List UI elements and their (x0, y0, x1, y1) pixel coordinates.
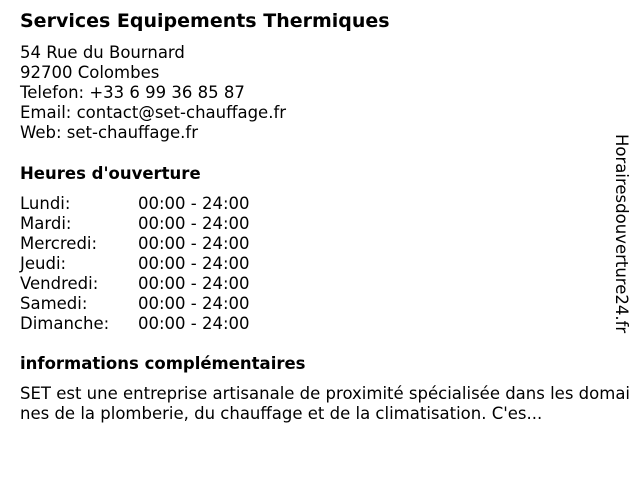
day-label: Mercredi: (20, 234, 98, 253)
business-name: Services Equipements Thermiques (20, 10, 390, 32)
website: Web: set-chauffage.fr (20, 123, 198, 142)
day-label: Lundi: (20, 194, 71, 213)
additional-info-heading: informations complémentaires (20, 354, 306, 373)
time-range: 00:00 - 24:00 (138, 294, 250, 313)
day-label: Jeudi: (20, 254, 67, 273)
day-label: Samedi: (20, 294, 88, 313)
day-label: Dimanche: (20, 314, 110, 333)
day-label: Vendredi: (20, 274, 99, 293)
time-range: 00:00 - 24:00 (138, 194, 250, 213)
time-range: 00:00 - 24:00 (138, 314, 250, 333)
city-postcode: 92700 Colombes (20, 63, 160, 82)
day-label: Mardi: (20, 214, 72, 233)
site-watermark: Horairesdouverture24.fr (612, 134, 631, 334)
additional-info-text: SET est une entreprise artisanale de proximité spécialisée dans les domaines de la plomberie, du chauffage et de la climatisation. C'es... (20, 384, 631, 423)
phone-number: Telefon: +33 6 99 36 85 87 (20, 83, 245, 102)
street-address: 54 Rue du Bournard (20, 43, 185, 62)
opening-hours-heading: Heures d'ouverture (20, 164, 201, 183)
time-range: 00:00 - 24:00 (138, 274, 250, 293)
time-range: 00:00 - 24:00 (138, 234, 250, 253)
contact-block (20, 43, 286, 143)
time-range: 00:00 - 24:00 (138, 254, 250, 273)
time-range: 00:00 - 24:00 (138, 214, 250, 233)
email-address: Email: contact@set-chauffage.fr (20, 103, 287, 122)
